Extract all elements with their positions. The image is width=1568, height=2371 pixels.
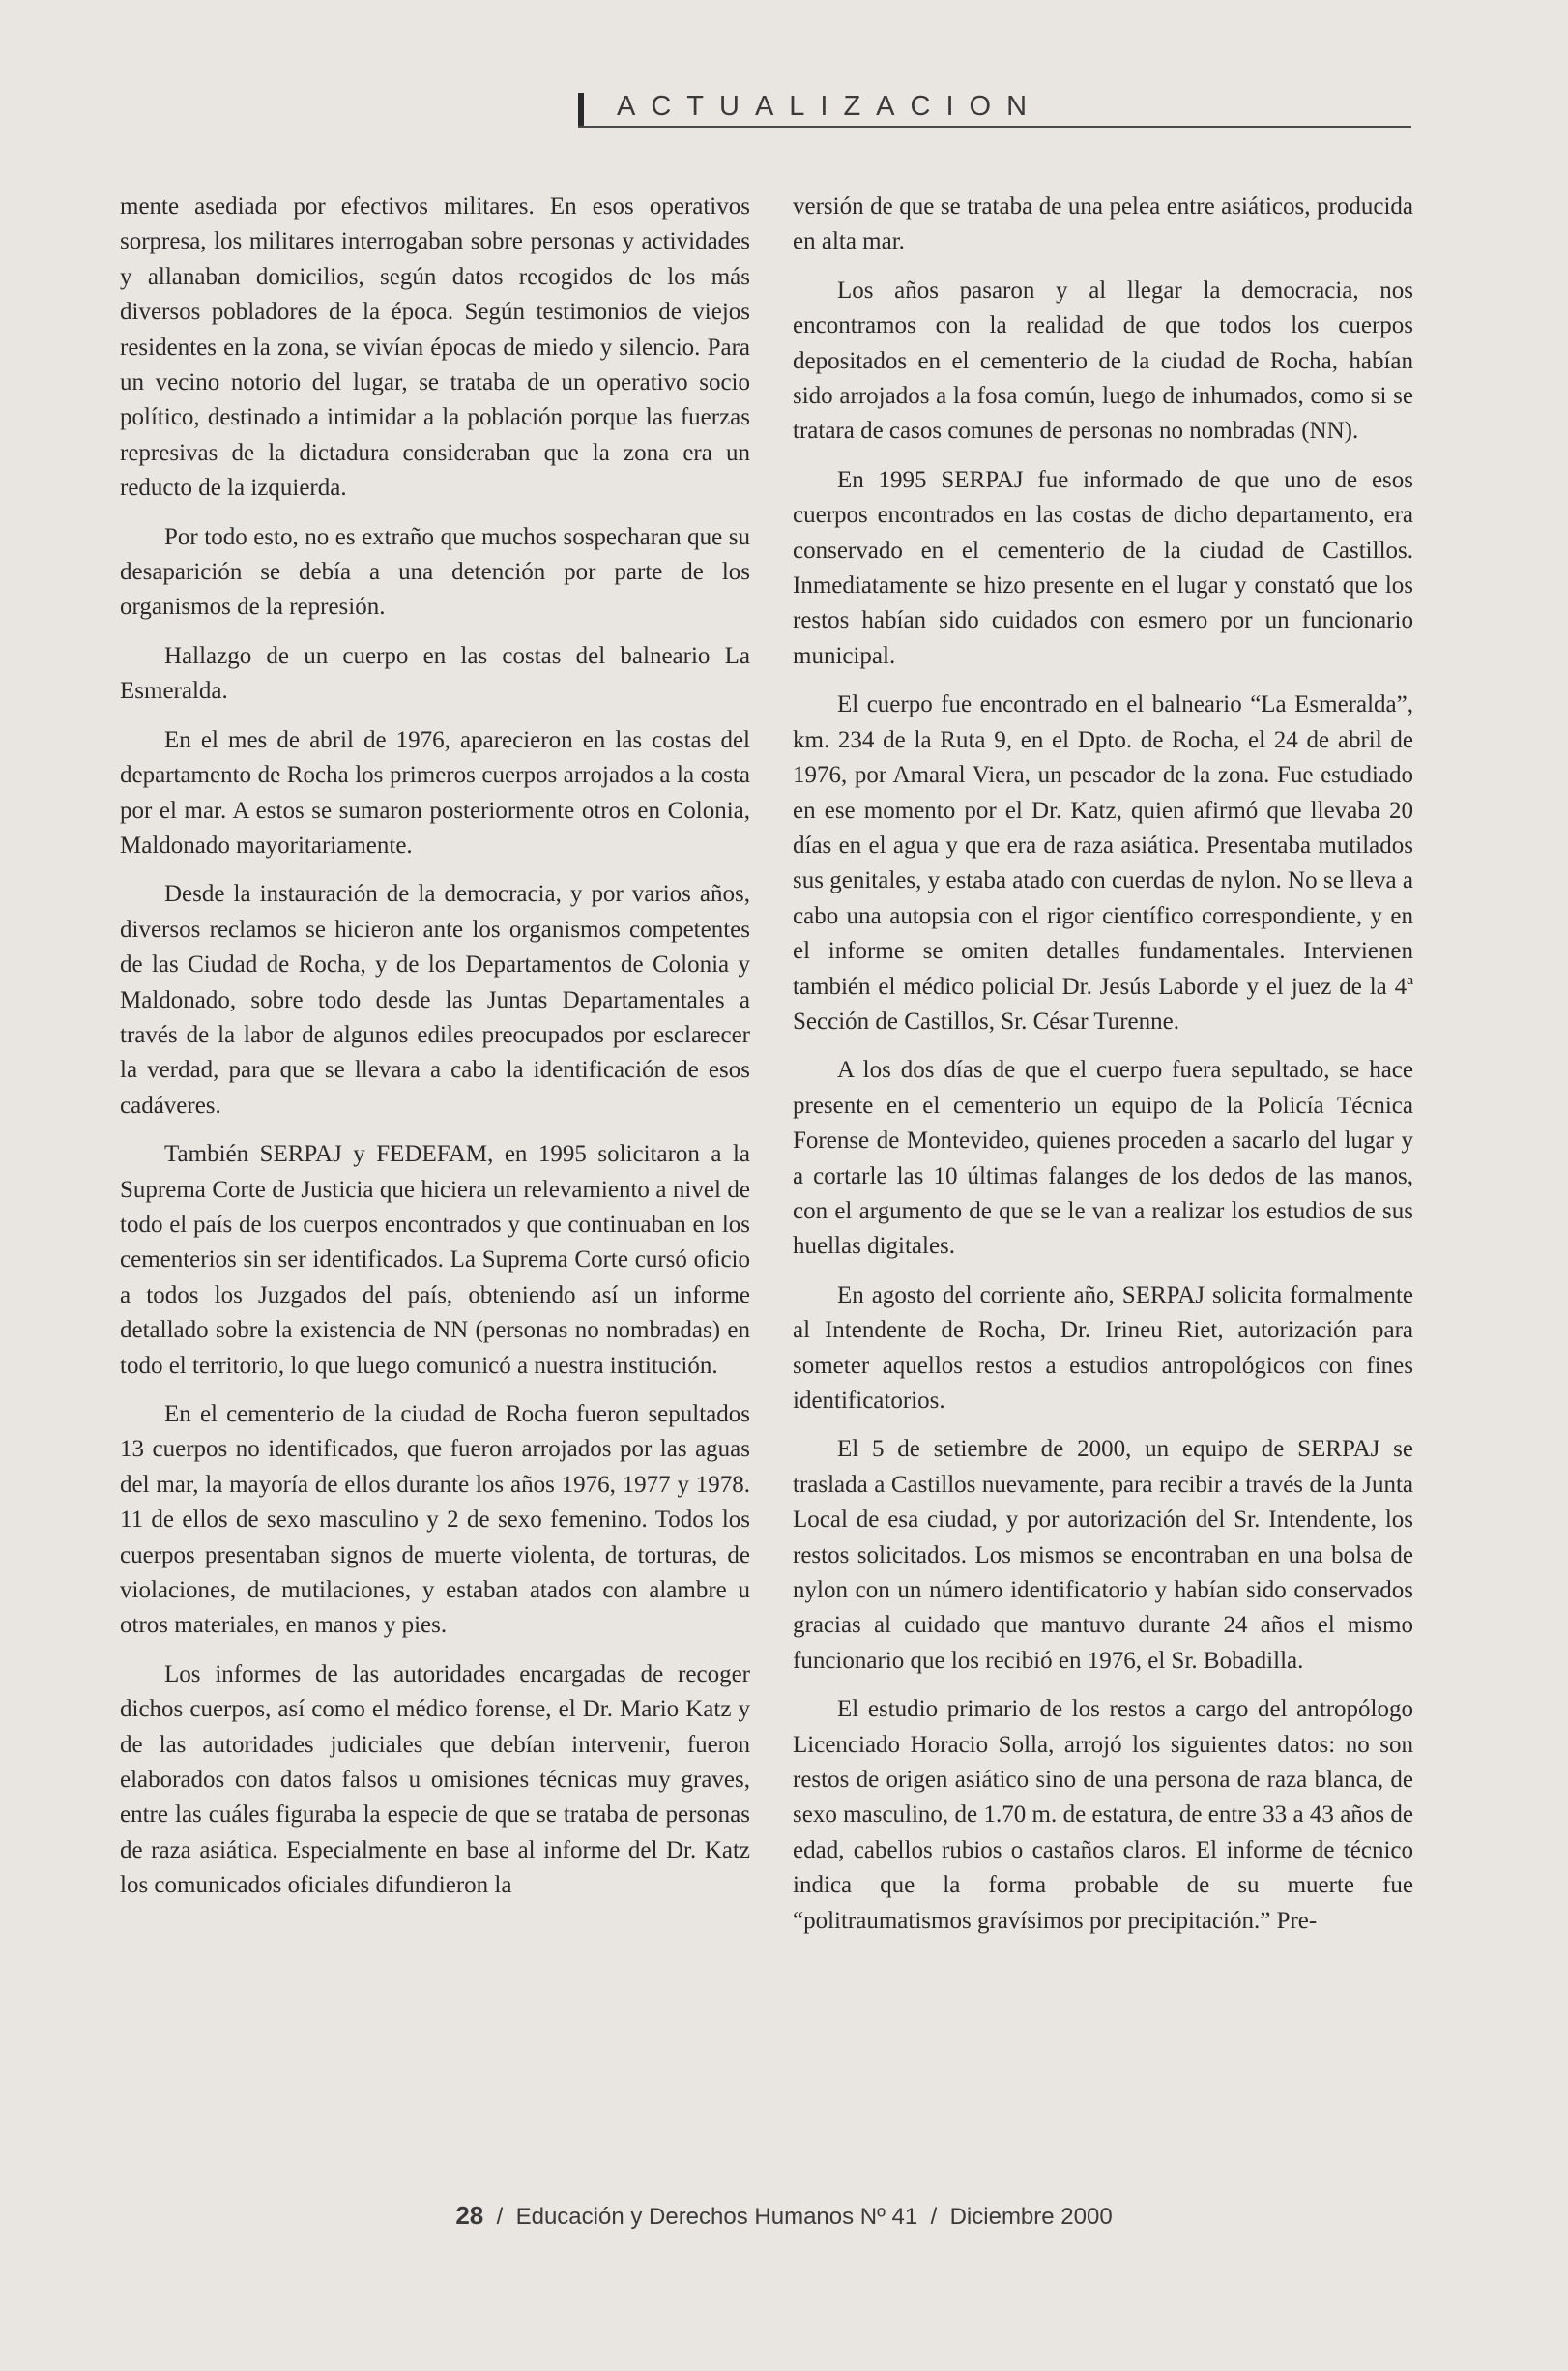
footer-separator: / (930, 2204, 938, 2230)
paragraph: También SERPAJ y FEDEFAM, en 1995 solicitaron a la Suprema Corte de Justicia que hiciera un relevamiento a nivel de todo el país de los cuerpos encontrados y que continuaban en los cementerios sin ser identificados. La Suprema Corte cursó oficio a todos los Juzgados del país, obteniendo así un informe detallado sobre la existencia de NN (personas no nombradas) en todo el territorio, lo que luego comunicó a nuestra institución. (120, 1141, 750, 1379)
footer-separator: / (496, 2204, 504, 2230)
section-header (578, 87, 1411, 128)
paragraph: En 1995 SERPAJ fue informado de que uno de esos cuerpos encontrados en las costas de dicho departamento, era conservado en el cementerio de la ciudad de Castillos. Inmediatamente se hizo presente en el lugar y constató que los restos habían sido cuidados con esmero por un funcionario municipal. (793, 466, 1413, 669)
publication-title: Educación y Derechos Humanos Nº 41 (515, 2204, 918, 2230)
subheading: Hallazgo de un cuerpo en las costas del balneario La Esmeralda. (120, 642, 750, 705)
paragraph: mente asediada por efectivos militares. En esos operativos sorpresa, los militares interrogaban sobre personas y actividades y allanaban domicilios, según datos recogidos de los más diversos pobladores de la época. Según testimonios de viejos residentes en la zona, se vivían épocas de miedo y silencio. Para un vecino notorio del lugar, se trataba de un operativo socio político, destinado a intimidar a la población porque las fuerzas represivas de la dictadura consideraban que la zona era un reducto de la izquierda. (120, 193, 750, 502)
paragraph: En agosto del corriente año, SERPAJ solicita formalmente al Intendente de Rocha, Dr. Irineu Riet, autorización para someter aquellos restos a estudios antropológicos con fines identificatorios. (793, 1281, 1413, 1414)
publication-date: Diciembre 2000 (949, 2204, 1113, 2230)
paragraph: En el cementerio de la ciudad de Rocha fueron sepultados 13 cuerpos no identificados, que fueron arrojados por las aguas del mar, la mayoría de ellos durante los años 1976, 1977 y 1978. 11 de ellos de sexo masculino y 2 de sexo femenino. Todos los cuerpos presentaban signos de muerte violenta, de torturas, de violaciones, de mutilaciones, y estaban atados con alambre u otros materiales, en manos y pies. (120, 1401, 750, 1639)
left-column (120, 190, 750, 1917)
paragraph: Por todo esto, no es extraño que muchos sospecharan que su desaparición se debía a una detención por parte de los organismos de la represión. (120, 523, 750, 621)
header-bar-mark (578, 93, 584, 126)
paragraph: Los años pasaron y al llegar la democracia, nos encontramos con la realidad de que todos los cuerpos depositados en el cementerio de la ciudad de Rocha, habían sido arrojados a la fosa común, luego de inhumados, como si se tratara de casos comunes de personas no nombradas (NN). (793, 277, 1413, 445)
paragraph: En el mes de abril de 1976, aparecieron en las costas del departamento de Rocha los primeros cuerpos arrojados a la costa por el mar. A estos se sumaron posteriormente otros en Colonia, Maldonado mayoritariamente. (120, 726, 750, 859)
paragraph: El estudio primario de los restos a cargo del antropólogo Licenciado Horacio Solla, arrojó los siguientes datos: no son restos de origen asiático sino de una persona de raza blanca, de sexo masculino, de 1.70 m. de estatura, de entre 33 a 43 años de edad, cabellos rubios o castaños claros. El informe de técnico indica que la forma probable de su muerte fue “politraumatismos gravísimos por precipitación.” Pre- (793, 1696, 1413, 1934)
right-column (793, 190, 1413, 1952)
page-number: 28 (455, 2201, 484, 2230)
paragraph: A los dos días de que el cuerpo fuera sepultado, se hace presente en el cementerio un equipo de la Policía Técnica Forense de Montevideo, quienes proceden a sacarlo del lugar y a cortarle las 10 últimas falanges de los dedos de las manos, con el argumento de que se le van a realizar los estudios de sus huellas digitales. (793, 1057, 1413, 1260)
paragraph: versión de que se trataba de una pelea entre asiáticos, producida en alta mar. (793, 193, 1413, 255)
paragraph: Los informes de las autoridades encargadas de recoger dichos cuerpos, así como el médico forense, el Dr. Mario Katz y de las autoridades judiciales que debían intervenir, fueron elaborados con datos falsos u omisiones técnicas muy graves, entre las cuáles figuraba la especie de que se trataba de personas de raza asiática. Especialmente en base al informe del Dr. Katz los comunicados oficiales difundieron la (120, 1660, 750, 1899)
page-footer (0, 2201, 1568, 2231)
section-title: ACTUALIZACION (617, 91, 1043, 122)
paragraph: Desde la instauración de la democracia, y por varios años, diversos reclamos se hicieron ante los organismos competentes de las Ciudad de Rocha, y de los Departamentos de Colonia y Maldonado, sobre todo desde las Juntas Departamentales a través de la labor de algunos ediles preocupados por esclarecer la verdad, para que se llevara a cabo la identificación de esos cadáveres. (120, 881, 750, 1119)
paragraph: El cuerpo fue encontrado en el balneario “La Esmeralda”, km. 234 de la Ruta 9, en el Dpto. de Rocha, el 24 de abril de 1976, por Amaral Viera, un pescador de la zona. Fue estudiado en ese momento por el Dr. Katz, quien afirmó que llevaba 20 días en el agua y que era de raza asiática. Presentaba mutilados sus genitales, y estaba atado con cuerdas de nylon. No se lleva a cabo una autopsia con el rigor científico correspondiente, y en el informe se omiten detalles fundamentales. Intervienen también el médico policial Dr. Jesús Laborde y el juez de la 4ª Sección de Castillos, Sr. César Turenne. (793, 691, 1413, 1035)
paragraph: El 5 de setiembre de 2000, un equipo de SERPAJ se traslada a Castillos nuevamente, para recibir a través de la Junta Local de esa ciudad, y por autorización del Sr. Intendente, los restos solicitados. Los mismos se encontraban en una bolsa de nylon con un número identificatorio y habían sido conservados gracias al cuidado que mantuvo durante 24 años el mismo funcionario que los recibió en 1976, el Sr. Bobadilla. (793, 1436, 1413, 1674)
